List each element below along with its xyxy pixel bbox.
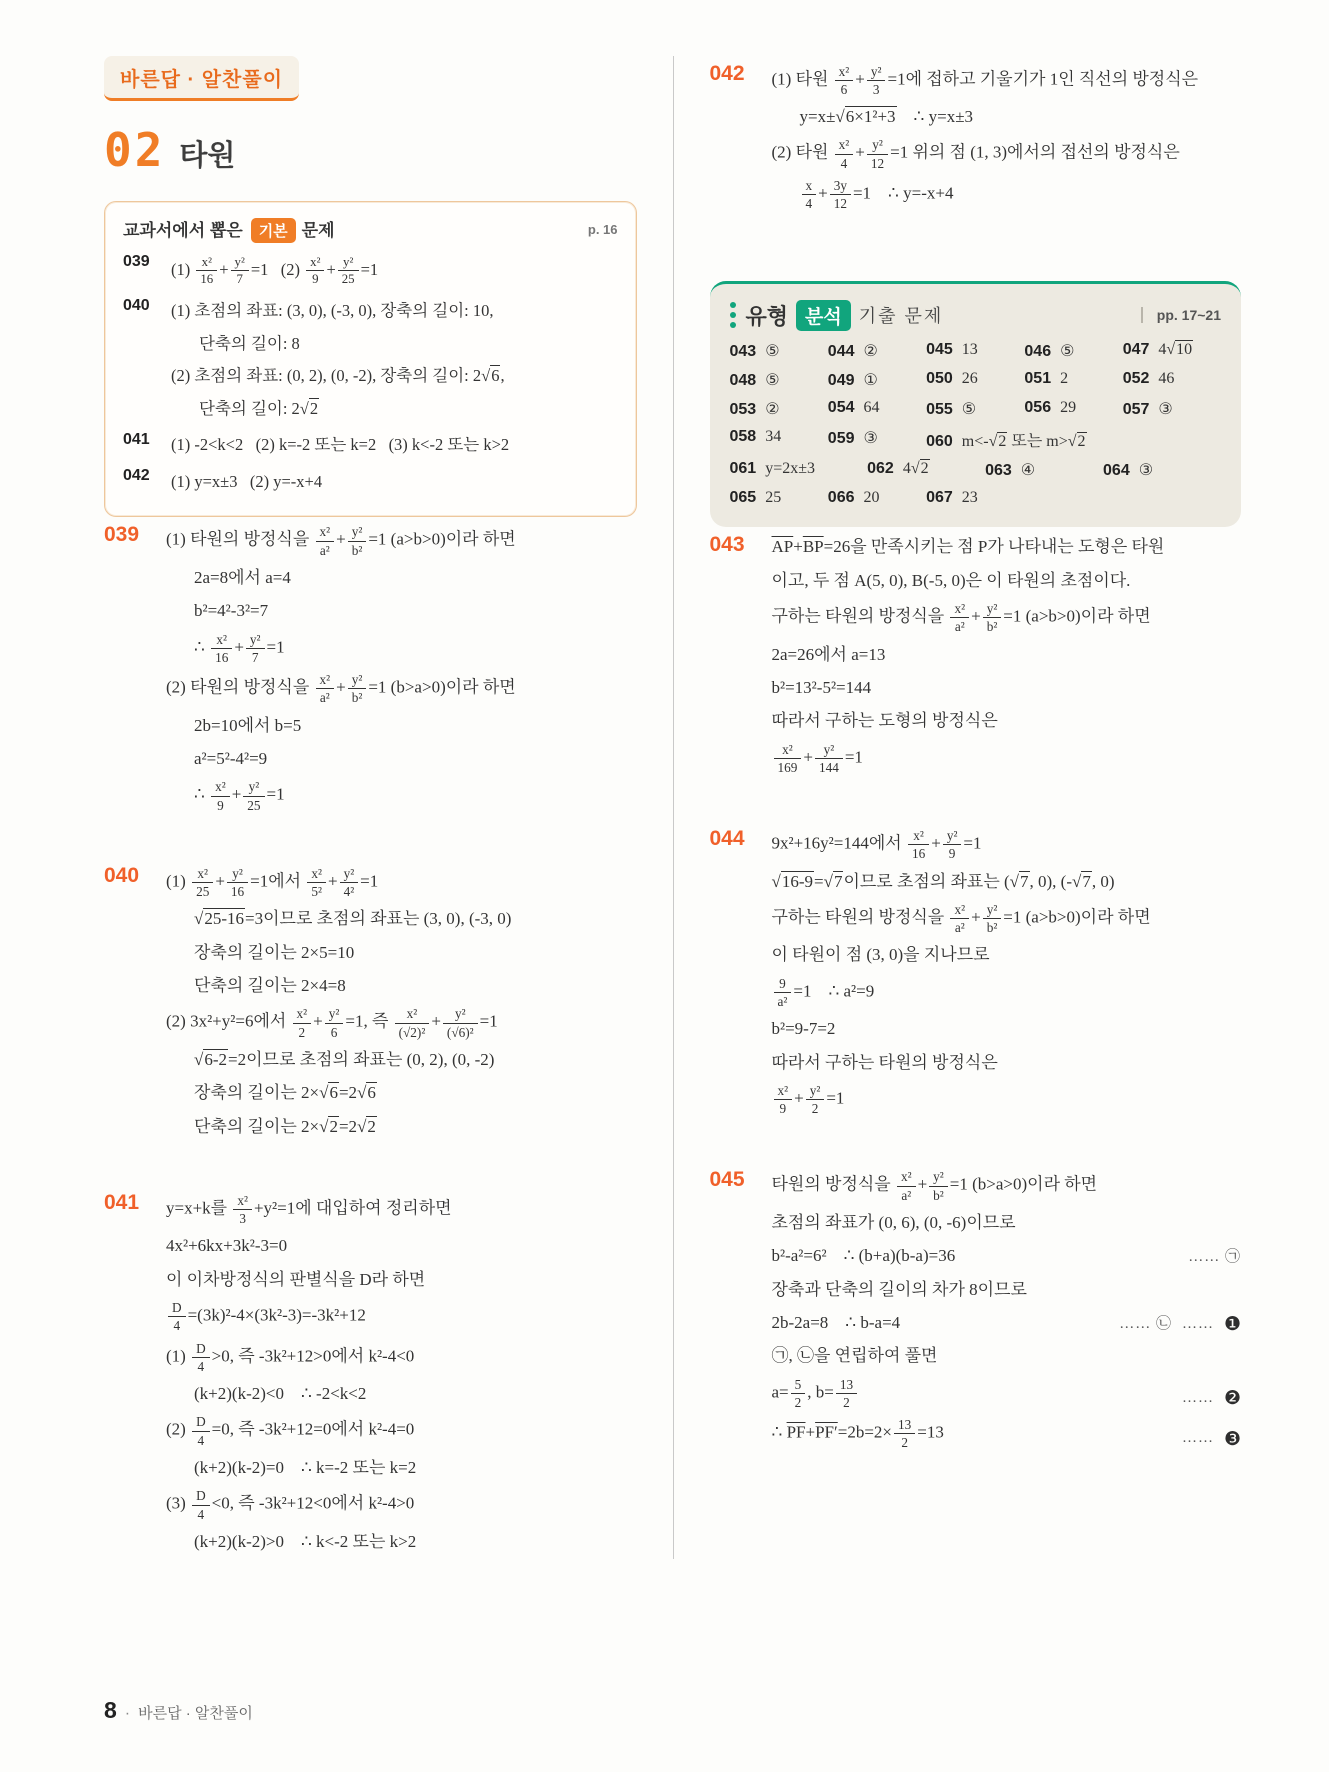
solution-line: 구하는 타원의 방정식을 $\frac{\text{x²}}{\text{a²}}$ + $\frac{\text{y²}}{\text{b²}}$ =1 (a>b>0)이라 하면 xyxy=(771,601,1151,635)
solution-line: (1) y=x±3 (2) y=-x+4 xyxy=(171,471,323,491)
solution-line: 장축과 단축의 길이의 차가 8이므로 xyxy=(771,1279,1027,1299)
answer-045: 045 13 xyxy=(926,340,978,358)
problem-number: 041 xyxy=(123,430,150,448)
problem-number: 043 xyxy=(709,532,745,556)
basic-box-title xyxy=(123,216,335,243)
solution-line: 이 타원이 점 (3, 0)을 지나므로 xyxy=(771,945,990,965)
solution-line: (1) $\frac{\text{x²}}{16}$ + $\frac{\text{y²}}{7}$ =1 (2) $\frac{\text{x²}}{9}$ + $\frac{\text{y²}}{25}$ =1 xyxy=(171,254,379,287)
solution-line: 단축의 길이는 2×4=8 xyxy=(194,976,346,996)
answer-049: 049 ① xyxy=(827,371,878,389)
basic-box-title-prefix: 교과서에서 뽑은 xyxy=(123,221,243,240)
answer-057: 057 ③ xyxy=(1122,400,1173,418)
answer-row xyxy=(730,489,1222,507)
solution-line: b²=13²-5²=144 xyxy=(771,677,872,697)
solution-line: 단축의 길이는 2×√2=2√2 xyxy=(194,1116,376,1136)
solution-line: ㉠, ㉡을 연립하여 풀면 xyxy=(771,1346,938,1366)
answer-row xyxy=(730,428,1222,451)
answer-065: 065 25 xyxy=(729,488,782,506)
problem-number: 042 xyxy=(709,62,745,85)
solution-039 xyxy=(104,521,637,816)
solution-line: 4x²+6kx+3k²-3=0 xyxy=(166,1236,288,1256)
answer-046: 046 ⑤ xyxy=(1024,342,1075,360)
solution-line: a= $\frac{5}{2}$ , b= $\frac{13}{2}$ …… ❷ xyxy=(771,1376,1241,1410)
exam-box-header xyxy=(730,300,1222,331)
solution-line: (2) $\frac{D}{4}$ =0, 즉 -3k²+12=0에서 k²-4=0 xyxy=(166,1414,415,1448)
solution-041 xyxy=(104,1189,637,1558)
answer-053: 053 ② xyxy=(729,400,780,418)
solution-line: √16-9=√7이므로 초점의 좌표는 (√7, 0), (-√7, 0) xyxy=(771,871,1115,891)
problem-number: 041 xyxy=(104,1191,140,1215)
two-column-layout xyxy=(104,56,1241,1559)
basic-answers-list xyxy=(123,251,618,498)
solution-line: 장축의 길이는 2×5=10 xyxy=(194,942,355,962)
basic-box-title-suffix: 문제 xyxy=(301,221,335,240)
line-annotation: …… ❸ xyxy=(1181,1428,1241,1450)
chapter-number: 02 xyxy=(104,123,166,177)
solution-line: $\frac{9}{\text{a²}}$ =1 ∴ a²=9 xyxy=(772,972,1242,1013)
line-annotation: …… ㉠ xyxy=(1188,1249,1241,1266)
solution-line: 2a=26에서 a=13 xyxy=(771,644,886,664)
footer-label: 바른답 · 알찬풀이 xyxy=(138,1705,253,1722)
chapter-heading xyxy=(104,123,637,177)
solution-line: 초점의 좌표가 (0, 6), (0, -6)이므로 xyxy=(771,1212,1016,1232)
problem-number: 042 xyxy=(123,467,150,485)
answer-062: 062 4√2 xyxy=(867,459,929,477)
solution-line: 따라서 구하는 도형의 방정식은 xyxy=(771,711,998,731)
solution-line: √6-2=2이므로 초점의 좌표는 (0, 2), (0, -2) xyxy=(194,1049,495,1069)
solution-line: (k+2)(k-2)<0 ∴ -2<k<2 xyxy=(194,1384,367,1404)
solution-line: 단축의 길이: 8 xyxy=(199,333,300,353)
line-annotation: …… ❷ xyxy=(1181,1388,1241,1410)
solution-line: b²=9-7=2 xyxy=(771,1019,836,1039)
answer-059: 059 ③ xyxy=(827,429,878,447)
header-badge: 바른답 · 알찬풀이 xyxy=(104,56,299,101)
answer-055: 055 ⑤ xyxy=(926,400,977,418)
solution-039 xyxy=(123,251,618,291)
answer-row xyxy=(730,460,1222,480)
solution-040 xyxy=(123,295,618,425)
solution-line: $\frac{\text{x²}}{169}$ + $\frac{\text{y²}}{144}$ =1 xyxy=(772,738,1242,779)
answer-044: 044 ② xyxy=(827,342,878,360)
solution-line: (1) 타원 $\frac{\text{x²}}{6}$ + $\frac{\text{y²}}{3}$ =1에 접하고 기울기가 1인 직선의 방정식은 xyxy=(771,63,1199,97)
solution-line: (1) $\frac{\text{x²}}{25}$ + $\frac{\text{y²}}{16}$ =1에서 $\frac{\text{x²}}{\text{5²}}$ + $\frac{\text{y²}}{\text{4²}}$ =1 xyxy=(166,865,379,900)
solutions-left xyxy=(104,521,637,1559)
basic-box-title-highlight: 기본 xyxy=(251,218,296,243)
solution-line: y=x+k를 $\frac{\text{x²}}{3}$ +y²=1에 대입하여 정리하면 xyxy=(166,1192,452,1227)
solution-line: 2b=10에서 b=5 xyxy=(194,715,302,735)
solution-line: (1) $\frac{D}{4}$ >0, 즉 -3k²+12>0에서 k²-4<0 xyxy=(166,1340,415,1374)
basic-box-header xyxy=(123,216,618,243)
solution-line: 구하는 타원의 방정식을 $\frac{\text{x²}}{\text{a²}}$ + $\frac{\text{y²}}{\text{b²}}$ =1 (a>b>0)이라 하면 xyxy=(771,901,1151,936)
grading-step-badge: ❸ xyxy=(1223,1428,1241,1450)
solution-line: 9x²+16y²=144에서 $\frac{\text{x²}}{16}$ + $\frac{\text{y²}}{9}$ =1 xyxy=(771,828,982,862)
solution-line: $\frac{\text{x²}}{9}$ + $\frac{\text{y²}}{2}$ =1 xyxy=(772,1079,1242,1120)
answer-050: 050 26 xyxy=(926,369,978,387)
solution-line: $\frac{D}{4}$ =(3k)²-4×(3k²-3)=-3k²+12 xyxy=(166,1297,637,1338)
answer-063: 063 ④ xyxy=(985,461,1036,479)
basic-answers-box xyxy=(104,201,637,517)
answer-061: 061 y=2x±3 xyxy=(729,459,816,477)
solution-line: ∴ $\frac{\text{x²}}{9}$ + $\frac{\text{y²}}{25}$ =1 xyxy=(194,779,285,813)
solution-042 xyxy=(123,465,618,498)
solutions-right-bottom xyxy=(710,531,1242,1454)
solution-line: 2b-2a=8 ∴ b-a=4 …… ㉡ …… ❶ xyxy=(771,1312,1241,1336)
grading-step-badge: ❷ xyxy=(1223,1388,1241,1410)
answer-052: 052 46 xyxy=(1122,369,1175,387)
basic-box-page-ref: p. 16 xyxy=(587,222,618,237)
solution-line: (k+2)(k-2)>0 ∴ k<-2 또는 k>2 xyxy=(194,1531,417,1551)
problem-number: 040 xyxy=(123,296,150,314)
solution-line: $\frac{x}{4}$ + $\frac{3y}{12}$ =1 ∴ y=-x+4 xyxy=(772,174,1242,215)
solution-045 xyxy=(710,1166,1242,1454)
solution-line: √25-16=3이므로 초점의 좌표는 (3, 0), (-3, 0) xyxy=(194,909,512,929)
answer-067: 067 23 xyxy=(926,488,978,506)
answer-066: 066 20 xyxy=(827,488,880,506)
solution-041 xyxy=(123,429,618,462)
solution-line: $\overline{AP}+\overline{BP}=26$을 만족시키는 점 P가 나타내는 도형은 타원 xyxy=(771,537,1165,557)
solutions-right-top xyxy=(710,60,1242,215)
exam-box-title-suffix: 기출 문제 xyxy=(858,306,944,327)
grading-step-badge: ❶ xyxy=(1223,1314,1241,1336)
left-column xyxy=(104,56,673,1559)
solution-line: 2a=8에서 a=4 xyxy=(194,567,291,587)
solution-line: y=x±√6×1²+3 ∴ y=x±3 xyxy=(799,107,974,126)
solution-043 xyxy=(710,531,1242,779)
solution-line: (1) -2<k<2 (2) k=-2 또는 k=2 (3) k<-2 또는 k>2 xyxy=(171,435,510,455)
solution-040 xyxy=(104,862,637,1143)
exam-answers-grid xyxy=(730,341,1222,507)
solution-line: ∴ $\overline{PF}+PF'=2b=2\times$ $\frac{13}{2}$ =13 …… ❸ xyxy=(771,1417,1241,1451)
right-column xyxy=(673,56,1242,1559)
problem-number: 039 xyxy=(104,522,140,546)
solution-line: ∴ $\frac{\text{x²}}{16}$ + $\frac{\text{y²}}{7}$ =1 xyxy=(194,631,285,665)
solution-line: (2) 3x²+y²=6에서 $\frac{\text{x²}}{2}$ + $\frac{\text{y²}}{6}$ =1, 즉 $\frac{\text{x²}}{\text{(√2)²}}$ + $\frac{\text{y²}}{\text{(√6)²}}$ =1 xyxy=(166,1006,498,1040)
solution-042 xyxy=(710,60,1242,215)
problem-number: 044 xyxy=(709,826,745,850)
exam-box-title-highlight: 분석 xyxy=(796,300,851,331)
answer-054: 054 64 xyxy=(827,398,880,416)
solution-line: 장축의 길이는 2×√6=2√6 xyxy=(194,1083,376,1103)
problem-number: 039 xyxy=(123,253,150,270)
solution-line: 이고, 두 점 A(5, 0), B(-5, 0)은 이 타원의 초점이다. xyxy=(771,570,1131,590)
solution-line: 따라서 구하는 타원의 방정식은 xyxy=(771,1052,998,1072)
answer-048: 048 ⑤ xyxy=(729,371,780,389)
footer-page-number: 8 xyxy=(104,1697,117,1723)
line-annotation: …… ㉡ …… ❶ xyxy=(1119,1314,1241,1336)
solution-line: b²-a²=6² ∴ (b+a)(b-a)=36 …… ㉠ xyxy=(772,1240,1242,1273)
solution-line: 이 이차방정식의 판별식을 D라 하면 xyxy=(166,1269,426,1289)
chapter-title: 타원 xyxy=(179,140,236,173)
dots-icon xyxy=(730,302,736,328)
answer-row xyxy=(730,341,1222,361)
answer-row xyxy=(730,370,1222,390)
solution-line: (2) 타원의 방정식을 $\frac{\text{x²}}{\text{a²}}$ + $\frac{\text{y²}}{\text{b²}}$ =1 (b>a>0)이라 하면 xyxy=(166,672,516,706)
solution-line: (3) $\frac{D}{4}$ <0, 즉 -3k²+12<0에서 k²-4>0 xyxy=(166,1488,415,1522)
solution-line: (1) 초점의 좌표: (3, 0), (-3, 0), 장축의 길이: 10, xyxy=(171,301,494,321)
answer-047: 047 4√10 xyxy=(1122,340,1193,358)
answer-064: 064 ③ xyxy=(1103,461,1154,479)
exam-answers-box xyxy=(710,281,1242,527)
answer-043: 043 ⑤ xyxy=(729,342,780,360)
solution-line: a²=5²-4²=9 xyxy=(194,749,268,768)
answer-060: 060 m<-√2 또는 m>√2 xyxy=(926,432,1086,450)
solution-line: 타원의 방정식을 $\frac{\text{x²}}{\text{a²}}$ + $\frac{\text{y²}}{\text{b²}}$ =1 (b>a>0)이라 하면 xyxy=(771,1169,1098,1203)
solution-line: 단축의 길이: 2√2 xyxy=(199,398,319,418)
answer-056: 056 29 xyxy=(1024,398,1077,416)
answer-051: 051 2 xyxy=(1024,369,1069,387)
exam-box-page-ref: pp. 17~21 xyxy=(1141,307,1221,323)
problem-number: 040 xyxy=(104,864,140,888)
solution-line: (2) 초점의 좌표: (0, 2), (0, -2), 장축의 길이: 2√6, xyxy=(171,366,505,386)
answer-058: 058 34 xyxy=(729,427,782,445)
problem-number: 045 xyxy=(709,1167,745,1191)
page-footer xyxy=(104,1697,253,1724)
solution-line: (k+2)(k-2)=0 ∴ k=-2 또는 k=2 xyxy=(194,1457,417,1477)
answer-row xyxy=(730,399,1222,419)
solution-line: (2) 타원 $\frac{\text{x²}}{4}$ + $\frac{\text{y²}}{12}$ =1 위의 점 (1, 3)에서의 접선의 방정식은 xyxy=(771,137,1180,171)
exam-box-title-bold: 유형 xyxy=(745,303,789,329)
solution-044 xyxy=(710,825,1242,1120)
footer-separator: · xyxy=(124,1705,131,1722)
solution-line: (1) 타원의 방정식을 $\frac{\text{x²}}{\text{a²}}$ + $\frac{\text{y²}}{\text{b²}}$ =1 (a>b>0)이라 하면 xyxy=(166,524,516,558)
solution-line: b²=4²-3²=7 xyxy=(194,601,269,621)
